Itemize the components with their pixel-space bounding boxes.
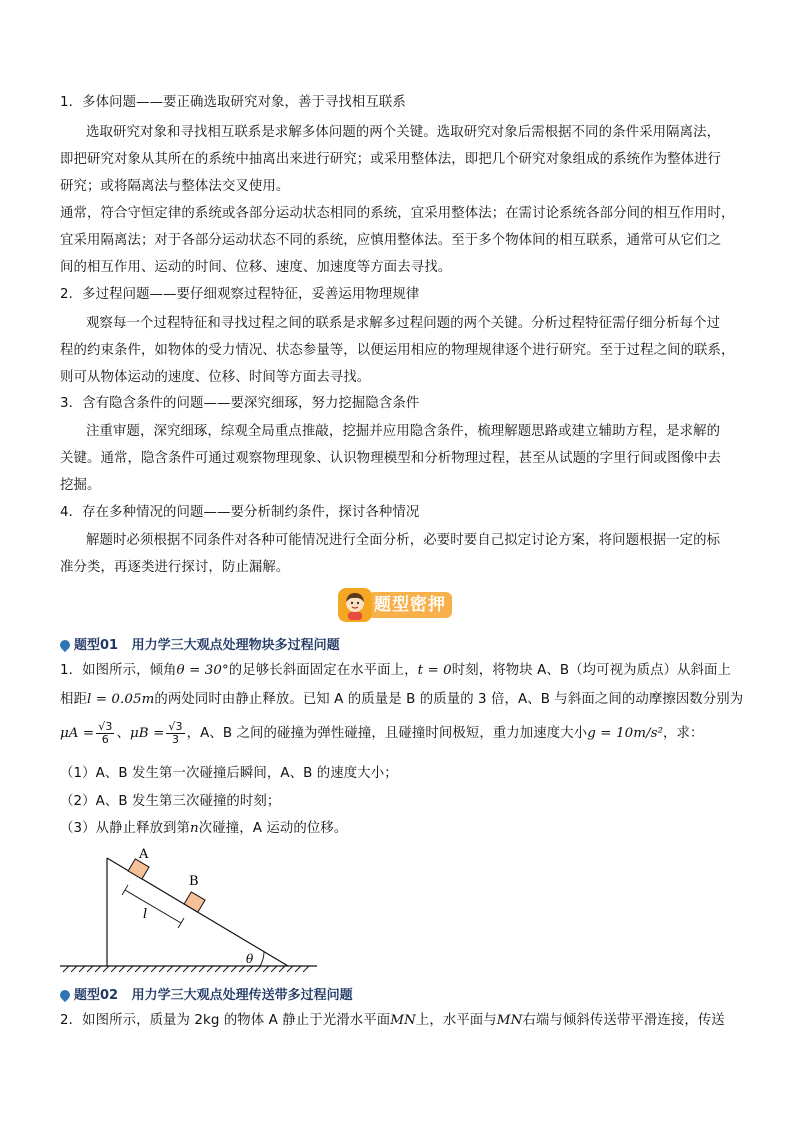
paragraph-line: 程的约束条件，如物体的受力情况、状态参量等，以便运用相应的物理规律逐个进行研究。至于过程之间的联系， (60, 343, 735, 358)
location-pin-icon (58, 988, 72, 1002)
fraction-numerator: √3 (98, 719, 113, 733)
question-type-label: 题型02 (74, 988, 119, 1003)
section-3-title: 3．含有隐含条件的问题——要深究细琢，努力挖掘隐含条件 (60, 396, 420, 411)
location-pin-icon (58, 638, 72, 652)
paragraph-line: 注重审题，深究细琢，综观全局重点推敲，挖掘并应用隐含条件，梳理解题思路或建立辅助方程，是求解的 (86, 424, 721, 439)
distance-tick (122, 885, 128, 895)
student-mascot-icon (338, 588, 372, 622)
math-n: n (190, 821, 199, 836)
text-run: 时刻，将物块 A、B（均可视为质点）从斜面上 (451, 663, 732, 678)
text-run: 的两处同时由静止释放。已知 A 的质量是 B 的质量的 3 倍，A、B 与斜面之间的动摩擦因数分别为 (154, 692, 744, 707)
fraction-numerator: √3 (168, 719, 183, 733)
text-run: 的足够长斜面固定在水平面上， (228, 663, 418, 678)
math-theta: θ = 30° (176, 663, 229, 678)
paragraph-line: 选取研究对象和寻找相互联系是求解多体问题的两个关键。选取研究对象后需根据不同的条件采用隔离法， (86, 125, 721, 140)
question-1-line-3 (60, 716, 750, 752)
distance-line (125, 890, 181, 923)
fraction-denominator: 6 (101, 732, 109, 746)
paragraph-line: 通常，符合守恒定律的系统或各部分运动状态相同的系统，宜采用整体法；在需讨论系统各部分间的相互作用时， (60, 206, 735, 221)
text-run: （3）从静止释放到第 (60, 821, 191, 836)
question-1-subquestion-3 (60, 819, 750, 839)
math-g: g = 10m/s² (587, 726, 664, 741)
question-type-label: 题型01 (74, 638, 119, 653)
paragraph-line: 关键。通常，隐含条件可通过观察物理现象、认识物理模型和分析物理过程，甚至从试题的字里行间或图像中去 (60, 451, 722, 466)
block-a-label: A (139, 847, 149, 862)
question-type-01-heading (60, 634, 340, 653)
text-run: ，求： (663, 726, 704, 741)
text-run: 相距 (60, 692, 87, 707)
math-mn: MN (390, 1013, 416, 1028)
block-b (184, 892, 205, 912)
question-1-subquestion-1: （1）A、B 发生第一次碰撞后瞬间，A、B 的速度大小； (60, 766, 398, 781)
text-run: 2．如图所示，质量为 2kg 的物体 A 静止于光滑水平面 (60, 1013, 391, 1028)
math-l: l = 0.05m (86, 692, 155, 707)
question-2-line-1 (60, 1011, 750, 1031)
fraction-denominator: 3 (171, 732, 180, 746)
distance-label: l (143, 907, 148, 922)
incline-figure (55, 842, 325, 974)
text-run: 上，水平面与 (415, 1013, 497, 1028)
paragraph-line: 即把研究对象从其所在的系统中抽离出来进行研究；或采用整体法，即把几个研究对象组成的系统作为整体进行 (60, 152, 722, 167)
paragraph-line: 挖掘。 (60, 478, 101, 493)
math-mu-b: μB = (129, 726, 165, 741)
fraction (166, 721, 184, 746)
text-run: 1．如图所示，倾角 (60, 663, 177, 678)
angle-label: θ (246, 952, 254, 966)
question-type-title: 用力学三大观点处理物块多过程问题 (131, 638, 340, 653)
question-1-line-2 (60, 690, 750, 710)
question-type-badge (338, 588, 456, 622)
question-1-subquestion-2: （2）A、B 发生第三次碰撞的时刻； (60, 794, 281, 809)
math-t: t = 0 (417, 663, 452, 678)
paragraph-line: 观察每一个过程特征和寻找过程之间的联系是求解多过程问题的两个关键。分析过程特征需仔细分析每个过 (86, 316, 721, 331)
paragraph-line: 间的相互作用、运动的时间、位移、速度、加速度等方面去寻找。 (60, 260, 452, 275)
paragraph-line: 宜采用隔离法；对于各部分运动状态不同的系统，应慎用整体法。至于多个物体间的相互联系，通常可从它们之 (60, 233, 722, 248)
paragraph-line: 则可从物体运动的速度、位移、时间等方面去寻找。 (60, 370, 371, 385)
section-4-title: 4．存在多种情况的问题——要分析制约条件，探讨各种情况 (60, 505, 420, 520)
text-run: ，A、B 之间的碰撞为弹性碰撞，且碰撞时间极短，重力加速度大小 (186, 726, 588, 741)
paragraph-line: 研究；或将隔离法与整体法交叉使用。 (60, 179, 290, 194)
question-type-02-heading (60, 984, 353, 1003)
fraction (96, 721, 114, 746)
math-mu-a: μA = (60, 726, 95, 741)
math-mn: MN (496, 1013, 523, 1028)
block-b-label: B (189, 874, 199, 889)
section-2-title: 2．多过程问题——要仔细观察过程特征，妥善运用物理规律 (60, 287, 420, 302)
question-1-line-1 (60, 661, 750, 681)
text-run: 、 (116, 726, 130, 741)
section-1-title: 1．多体问题——要正确选取研究对象，善于寻找相互联系 (60, 95, 406, 110)
text-run: 右端与倾斜传送带平滑连接，传送 (522, 1013, 725, 1028)
text-run: 次碰撞，A 运动的位移。 (198, 821, 348, 836)
question-type-title: 用力学三大观点处理传送带多过程问题 (131, 988, 353, 1003)
paragraph-line: 准分类，再逐类进行探讨，防止漏解。 (60, 560, 290, 575)
ground-hatching (63, 966, 309, 972)
distance-tick (178, 918, 184, 928)
angle-arc (260, 952, 264, 966)
badge-label: 题型密押 (368, 592, 452, 618)
paragraph-line: 解题时必须根据不同条件对各种可能情况进行全面分析，必要时要自己拟定讨论方案，将问题根据一定的标 (86, 533, 721, 548)
